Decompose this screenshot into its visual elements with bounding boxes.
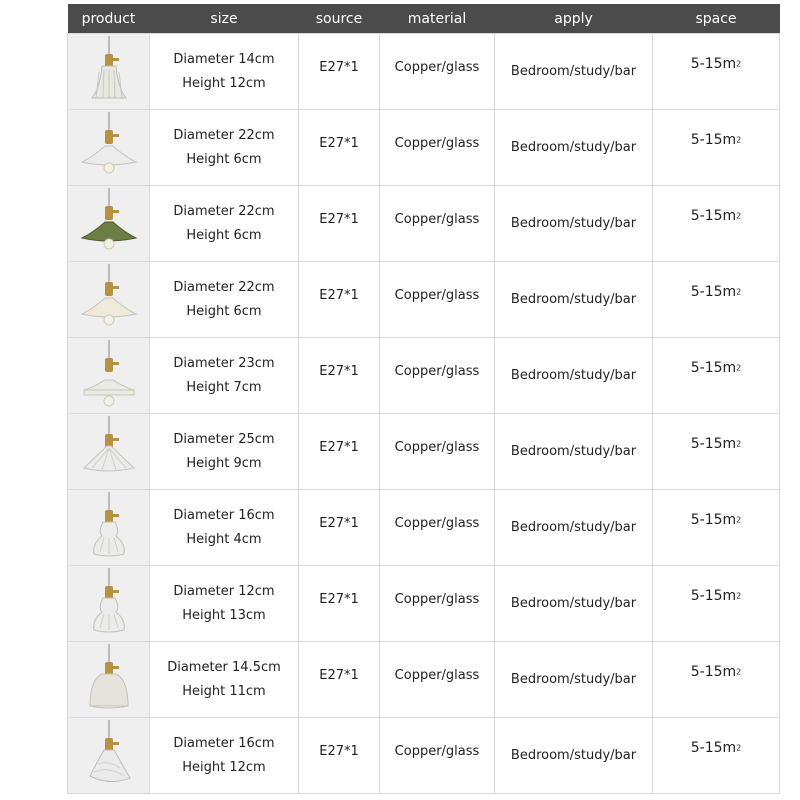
material-cell [380,642,495,718]
product-image [68,566,150,642]
pendant-lamp-icon [68,720,149,792]
size-cell [150,414,299,490]
table-row [68,110,780,186]
product-image [68,262,150,338]
product-image [68,718,150,794]
space-text: 5-15m [690,55,737,72]
space-unit-superscript: 2 [736,135,742,145]
product-image [68,338,150,414]
source-value: E27*1 [319,592,359,607]
product-image [68,186,150,262]
product-image [68,110,150,186]
space-value [690,283,742,304]
table-row [68,186,780,262]
space-value [690,511,742,532]
product-image [68,34,150,110]
apply-cell [495,414,653,490]
pendant-lamp-icon [68,416,149,488]
apply-cell [495,490,653,566]
table-row [68,338,780,414]
material-value: Copper/glass [394,136,480,151]
apply-cell [495,34,653,110]
height-value: Height 12cm [182,759,266,775]
pendant-lamp-icon [68,188,149,260]
pendant-lamp-icon [68,644,149,716]
header-space: space [653,4,780,34]
space-cell [653,642,780,718]
space-text: 5-15m [690,359,737,376]
apply-value: Bedroom/study/bar [510,368,637,383]
space-text: 5-15m [690,207,737,224]
space-value [690,55,742,76]
material-value: Copper/glass [394,744,480,759]
size-cell [150,110,299,186]
diameter-value: Diameter 22cm [173,203,275,219]
pendant-lamp-icon [68,568,149,640]
material-cell [380,262,495,338]
size-cell [150,490,299,566]
source-cell [299,642,380,718]
pendant-lamp-icon [68,36,149,108]
space-text: 5-15m [690,283,737,300]
apply-cell [495,718,653,794]
space-cell [653,490,780,566]
table-row [68,566,780,642]
header-product: product [68,4,150,34]
product-image [68,414,150,490]
apply-value: Bedroom/study/bar [510,520,637,535]
space-value [690,435,742,456]
space-text: 5-15m [690,435,737,452]
source-cell [299,718,380,794]
table-row [68,414,780,490]
table-row [68,34,780,110]
height-value: Height 6cm [186,227,262,243]
space-unit-superscript: 2 [736,287,742,297]
material-value: Copper/glass [394,592,480,607]
material-cell [380,34,495,110]
diameter-value: Diameter 16cm [173,507,275,523]
space-unit-superscript: 2 [736,59,742,69]
apply-value: Bedroom/study/bar [510,672,637,687]
source-cell [299,34,380,110]
diameter-value: Diameter 22cm [173,127,275,143]
apply-cell [495,642,653,718]
diameter-value: Diameter 23cm [173,355,275,371]
source-cell [299,186,380,262]
pendant-lamp-icon [68,340,149,412]
source-value: E27*1 [319,744,359,759]
space-text: 5-15m [690,663,737,680]
product-spec-table [67,4,780,794]
pendant-lamp-icon [68,112,149,184]
material-cell [380,186,495,262]
space-cell [653,34,780,110]
apply-cell [495,186,653,262]
size-cell [150,642,299,718]
space-unit-superscript: 2 [736,591,742,601]
material-value: Copper/glass [394,212,480,227]
product-image [68,642,150,718]
space-text: 5-15m [690,739,737,756]
table-row [68,642,780,718]
apply-value: Bedroom/study/bar [510,64,637,79]
pendant-lamp-icon [68,264,149,336]
space-unit-superscript: 2 [736,667,742,677]
source-cell [299,414,380,490]
apply-cell [495,110,653,186]
source-cell [299,566,380,642]
height-value: Height 4cm [186,531,262,547]
space-unit-superscript: 2 [736,439,742,449]
space-text: 5-15m [690,511,737,528]
height-value: Height 9cm [186,455,262,471]
space-value [690,587,742,608]
spec-table-container [67,4,779,794]
space-unit-superscript: 2 [736,515,742,525]
pendant-lamp-icon [68,492,149,564]
source-value: E27*1 [319,288,359,303]
height-value: Height 11cm [182,683,266,699]
space-value [690,359,742,380]
space-cell [653,718,780,794]
space-cell [653,262,780,338]
header-row [68,4,780,34]
apply-cell [495,338,653,414]
height-value: Height 12cm [182,75,266,91]
apply-cell [495,262,653,338]
source-cell [299,262,380,338]
source-value: E27*1 [319,136,359,151]
apply-value: Bedroom/study/bar [510,140,637,155]
material-value: Copper/glass [394,364,480,379]
apply-value: Bedroom/study/bar [510,292,637,307]
size-cell [150,566,299,642]
material-cell [380,718,495,794]
material-value: Copper/glass [394,288,480,303]
apply-cell [495,566,653,642]
diameter-value: Diameter 14cm [173,51,275,67]
diameter-value: Diameter 14.5cm [167,659,281,675]
space-value [690,207,742,228]
size-cell [150,338,299,414]
space-value [690,739,742,760]
space-text: 5-15m [690,131,737,148]
space-value [690,131,742,152]
space-cell [653,110,780,186]
header-apply: apply [495,4,653,34]
table-row [68,490,780,566]
apply-value: Bedroom/study/bar [510,748,637,763]
material-value: Copper/glass [394,440,480,455]
space-cell [653,338,780,414]
size-cell [150,262,299,338]
source-value: E27*1 [319,516,359,531]
source-value: E27*1 [319,668,359,683]
material-cell [380,414,495,490]
header-size: size [150,4,299,34]
header-source: source [299,4,380,34]
header-material: material [380,4,495,34]
diameter-value: Diameter 16cm [173,735,275,751]
space-unit-superscript: 2 [736,363,742,373]
space-unit-superscript: 2 [736,211,742,221]
table-row [68,718,780,794]
material-value: Copper/glass [394,516,480,531]
height-value: Height 7cm [186,379,262,395]
table-row [68,262,780,338]
material-cell [380,338,495,414]
source-cell [299,490,380,566]
space-cell [653,186,780,262]
apply-value: Bedroom/study/bar [510,444,637,459]
material-cell [380,490,495,566]
material-value: Copper/glass [394,60,480,75]
height-value: Height 13cm [182,607,266,623]
size-cell [150,718,299,794]
space-text: 5-15m [690,587,737,604]
space-cell [653,414,780,490]
material-cell [380,110,495,186]
source-value: E27*1 [319,212,359,227]
space-cell [653,566,780,642]
apply-value: Bedroom/study/bar [510,596,637,611]
space-value [690,663,742,684]
diameter-value: Diameter 22cm [173,279,275,295]
space-unit-superscript: 2 [736,743,742,753]
source-value: E27*1 [319,440,359,455]
source-value: E27*1 [319,364,359,379]
material-cell [380,566,495,642]
source-cell [299,338,380,414]
product-image [68,490,150,566]
source-cell [299,110,380,186]
source-value: E27*1 [319,60,359,75]
height-value: Height 6cm [186,151,262,167]
size-cell [150,34,299,110]
material-value: Copper/glass [394,668,480,683]
diameter-value: Diameter 12cm [173,583,275,599]
size-cell [150,186,299,262]
height-value: Height 6cm [186,303,262,319]
apply-value: Bedroom/study/bar [510,216,637,231]
diameter-value: Diameter 25cm [173,431,275,447]
